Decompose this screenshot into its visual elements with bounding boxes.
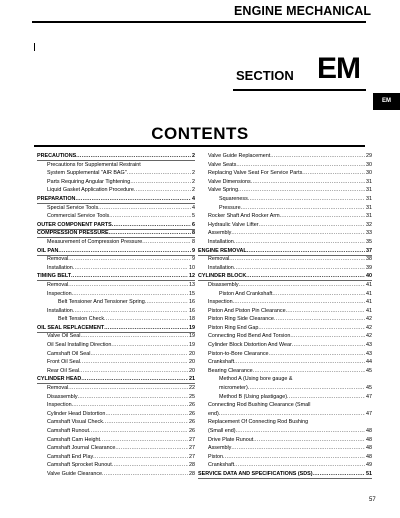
toc-entry	[198, 298, 372, 307]
toc-entry	[198, 324, 372, 333]
toc-entry	[198, 272, 372, 281]
toc-entry-label: Valve Spring	[208, 187, 239, 194]
toc-leader-dots	[258, 324, 365, 333]
toc-entry	[198, 341, 372, 350]
toc-entry	[198, 358, 372, 367]
toc-entry	[37, 436, 195, 445]
toc-entry	[198, 410, 372, 419]
toc-entry-page: 6	[192, 221, 195, 228]
toc-entry-page: 37	[366, 247, 372, 254]
toc-entry-label: Squareness	[219, 195, 248, 202]
toc-entry	[198, 315, 372, 324]
toc-entry	[37, 247, 195, 256]
toc-entry-page: 19	[189, 333, 195, 340]
toc-entry-page: 8	[192, 230, 195, 237]
toc-entry-label: OIL SEAL REPLACEMENT	[37, 324, 105, 331]
toc-entry-label: Piston-to-Bore Clearance	[208, 350, 269, 357]
manual-section-title: ENGINE MECHANICAL	[234, 4, 372, 18]
toc-leader-dots	[103, 418, 188, 427]
toc-entry	[37, 384, 195, 393]
toc-entry-page: 13	[189, 281, 195, 288]
toc-leader-dots	[241, 204, 365, 213]
toc-entry	[37, 281, 195, 290]
toc-entry-page: 42	[366, 316, 372, 323]
toc-leader-dots	[145, 298, 188, 307]
toc-entry-label: Camshaft Sprocket Runout	[47, 462, 112, 469]
toc-entry-label: OUTER COMPONENT PARTS	[37, 221, 112, 228]
toc-entry	[198, 195, 372, 204]
contents-title: CONTENTS	[151, 124, 249, 143]
toc-entry-label: Inspection	[47, 290, 72, 297]
toc-entry-page: 47	[366, 393, 372, 400]
toc-entry-label: Precautions for Supplemental Restraint	[47, 161, 141, 168]
toc-entry-label: Valve Oil Seal	[47, 333, 81, 340]
section-index-tab: EM	[373, 93, 400, 110]
toc-entry-page: 9	[192, 256, 195, 263]
toc-entry-label: Connecting Rod Bushing Clearance (Small	[208, 402, 311, 409]
toc-entry	[198, 470, 372, 479]
toc-entry-label: Parts Requiring Angular Tightening	[47, 178, 131, 185]
toc-entry-page: 29	[366, 153, 372, 159]
toc-entry	[37, 307, 195, 316]
toc-leader-dots	[238, 186, 365, 195]
toc-leader-dots	[234, 461, 365, 470]
toc-leader-dots	[78, 393, 188, 402]
toc-entry	[198, 384, 372, 393]
toc-entry	[198, 332, 372, 341]
toc-leader-dots	[248, 384, 365, 393]
toc-leader-dots	[233, 298, 365, 307]
page-number: 57	[369, 497, 376, 503]
toc-entry-page: 51	[366, 470, 372, 477]
toc-leader-dots	[253, 367, 365, 376]
toc-entry-page: 26	[189, 419, 195, 426]
toc-entry-page: 40	[366, 273, 372, 280]
toc-leader-dots	[134, 186, 191, 195]
toc-entry-page: 38	[366, 256, 372, 263]
toc-entry-label: SERVICE DATA AND SPECIFICATIONS (SDS)	[198, 470, 313, 477]
toc-entry-page: 31	[366, 195, 372, 202]
toc-entry	[198, 178, 372, 187]
toc-entry	[198, 229, 372, 238]
toc-entry-page: 26	[189, 428, 195, 434]
toc-entry-label: Camshaft Visual Check	[47, 419, 103, 426]
toc-entry-label: Camshaft End Play	[47, 453, 94, 460]
toc-entry-page: 43	[366, 350, 372, 357]
toc-entry-label: Removal	[47, 281, 69, 288]
toc-entry-label: OIL PAN	[37, 247, 59, 254]
toc-entry-label: micrometer)	[219, 385, 248, 392]
toc-entry-label: Piston And Crankshaft	[219, 290, 273, 297]
toc-entry	[37, 298, 195, 307]
toc-entry-page: 4	[192, 204, 195, 211]
toc-entry-page: 48	[366, 453, 372, 460]
toc-entry	[198, 418, 372, 427]
toc-entry-page: 41	[366, 290, 372, 297]
toc-leader-dots	[253, 436, 365, 445]
toc-entry-page: 44	[366, 359, 372, 366]
toc-leader-dots	[290, 332, 365, 341]
toc-entry-page: 31	[366, 204, 372, 211]
toc-entry-page: 41	[366, 281, 372, 288]
toc-entry-label: Hydraulic Valve Lifter	[208, 221, 259, 228]
toc-leader-dots	[127, 169, 191, 178]
toc-entry-label: Pressure	[219, 204, 241, 211]
toc-entry	[37, 341, 195, 350]
toc-entry-page: 47	[366, 410, 372, 417]
toc-entry-label: Belt Tension Check	[58, 316, 105, 323]
toc-entry	[198, 204, 372, 213]
toc-entry	[198, 247, 372, 256]
toc-leader-dots	[223, 453, 365, 462]
toc-entry-label: CYLINDER HEAD	[37, 376, 82, 383]
toc-entry-page: 19	[189, 324, 195, 331]
toc-entry	[198, 255, 372, 264]
toc-entry-page: 39	[366, 264, 372, 271]
section-heading	[233, 54, 363, 88]
toc-entry-page: 2	[192, 153, 195, 159]
toc-leader-dots	[111, 341, 188, 350]
toc-entry	[37, 229, 195, 238]
toc-entry-label: CYLINDER BLOCK	[198, 273, 247, 280]
toc-entry-page: 15	[189, 290, 195, 297]
toc-entry	[198, 221, 372, 230]
toc-leader-dots	[286, 307, 365, 316]
toc-entry	[198, 169, 372, 178]
toc-entry-label: Piston And Piston Pin Clearance	[208, 307, 286, 314]
toc-leader-dots	[89, 427, 188, 436]
toc-entry-label: Camshaft Runout	[47, 428, 89, 434]
toc-entry-page: 25	[189, 393, 195, 400]
toc-entry-label: Piston	[208, 453, 223, 460]
toc-entry-page: 16	[189, 299, 195, 306]
toc-entry	[198, 212, 372, 221]
toc-entry	[37, 272, 195, 281]
toc-entry-label: Measurement of Compression Pressure	[47, 238, 143, 245]
toc-leader-dots	[115, 444, 188, 453]
toc-entry	[37, 264, 195, 273]
toc-entry-label: Replacement Of Connecting Rod Bushing	[208, 419, 309, 426]
toc-entry	[37, 169, 195, 178]
toc-entry-page: 8	[192, 238, 195, 245]
toc-entry	[198, 186, 372, 195]
toc-entry-label: Replacing Valve Seat For Service Parts	[208, 170, 303, 177]
toc-entry-label: Crankshaft	[208, 462, 235, 469]
toc-entry-page: 19	[189, 342, 195, 349]
toc-leader-dots	[80, 332, 188, 341]
toc-entry	[198, 427, 372, 436]
toc-entry	[198, 367, 372, 376]
toc-entry-page: 20	[189, 350, 195, 357]
toc-leader-dots	[270, 152, 365, 161]
toc-entry	[198, 401, 372, 410]
toc-entry-label: Removal	[47, 385, 69, 392]
toc-leader-dots	[73, 264, 188, 273]
toc-leader-dots	[292, 341, 365, 350]
toc-entry	[37, 418, 195, 427]
toc-entry-page: 48	[366, 445, 372, 452]
toc-entry-page: 4	[192, 195, 195, 202]
toc-entry-page: 41	[366, 307, 372, 314]
toc-leader-dots	[105, 410, 188, 419]
toc-entry-page: 31	[366, 213, 372, 220]
toc-leader-dots	[229, 255, 365, 264]
toc-right-column	[198, 152, 372, 479]
toc-entry-label: Drive Plate Runout	[208, 436, 254, 443]
toc-entry-page: 31	[366, 178, 372, 185]
toc-entry	[37, 290, 195, 299]
toc-leader-dots	[142, 238, 191, 247]
toc-leader-dots	[68, 384, 188, 393]
toc-entry	[37, 255, 195, 264]
toc-entry-label: Inspection	[47, 402, 72, 409]
toc-entry	[37, 212, 195, 221]
toc-entry-label: Liquid Gasket Application Procedure	[47, 187, 134, 194]
toc-entry-page: 10	[189, 264, 195, 271]
toc-entry-page: 2	[192, 187, 195, 194]
toc-entry	[37, 393, 195, 402]
toc-entry	[198, 290, 372, 299]
toc-entry-label: Removal	[208, 256, 230, 263]
toc-entry-label: Rocker Shaft And Rocker Arm	[208, 213, 280, 220]
toc-entry	[37, 375, 195, 384]
toc-entry-label: Assembly	[208, 445, 232, 452]
toc-leader-dots	[272, 290, 365, 299]
toc-entry	[198, 350, 372, 359]
toc-entry-page: 42	[366, 324, 372, 331]
toc-leader-dots	[231, 229, 365, 238]
toc-entry-page: 12	[189, 273, 195, 280]
toc-entry-label: Valve Guide Replacement	[208, 153, 271, 159]
toc-entry-page: 5	[192, 213, 195, 220]
toc-entry-page: 28	[189, 470, 195, 477]
toc-entry-page: 31	[366, 187, 372, 194]
toc-entry-label: Commercial Service Tools	[47, 213, 110, 220]
toc-entry	[198, 444, 372, 453]
toc-leader-dots	[251, 178, 365, 187]
toc-entry-page: 16	[189, 307, 195, 314]
toc-entry-label: Valve Dimensions	[208, 178, 251, 185]
toc-entry-page: 30	[366, 170, 372, 177]
toc-leader-dots	[231, 444, 365, 453]
toc-entry-label: Front Oil Seal	[47, 359, 80, 366]
toc-entry-page: 2	[192, 178, 195, 185]
toc-entry	[37, 444, 195, 453]
toc-entry-label: Disassembly	[47, 393, 78, 400]
toc-entry-label: Cylinder Head Distortion	[47, 410, 106, 417]
toc-entry	[37, 367, 195, 376]
toc-leader-dots	[234, 264, 365, 273]
toc-entry	[198, 264, 372, 273]
toc-entry-label: PREPARATION	[37, 195, 76, 202]
toc-leader-dots	[269, 350, 365, 359]
toc-entry	[37, 161, 195, 170]
toc-leader-dots	[98, 204, 191, 213]
toc-leader-dots	[73, 307, 188, 316]
toc-entry-label: Method B (Using plastigage)	[219, 393, 288, 400]
toc-leader-dots	[287, 393, 365, 402]
toc-entry-page: 26	[189, 410, 195, 417]
toc-entry-label: Bearing Clearance	[208, 367, 253, 374]
toc-entry	[37, 470, 195, 479]
toc-entry-label: (Small end)	[208, 428, 236, 434]
toc-entry-page: 26	[189, 402, 195, 409]
toc-entry-page: 20	[189, 367, 195, 374]
toc-leader-dots	[68, 255, 191, 264]
toc-leader-dots	[79, 367, 188, 376]
toc-entry	[37, 332, 195, 341]
toc-entry	[37, 350, 195, 359]
toc-entry-label: PRECAUTIONS	[37, 153, 77, 159]
toc-leader-dots	[80, 358, 188, 367]
toc-entry-label: Inspection	[208, 299, 233, 306]
toc-entry	[37, 315, 195, 324]
toc-entry-page: 45	[366, 385, 372, 392]
toc-entry-label: Cylinder Block Distortion And Wear	[208, 342, 292, 349]
toc-leader-dots	[109, 212, 191, 221]
toc-entry-label: Installation	[47, 307, 73, 314]
toc-entry	[37, 427, 195, 436]
toc-entry	[198, 281, 372, 290]
toc-leader-dots	[104, 315, 188, 324]
toc-entry-page: 21	[189, 376, 195, 383]
section-underline	[198, 478, 372, 479]
toc-entry	[37, 401, 195, 410]
toc-entry-page: 2	[192, 170, 195, 177]
toc-entry-label: Piston Ring Side Clearance	[208, 316, 274, 323]
toc-leader-dots	[112, 461, 188, 470]
toc-entry-page: 48	[366, 428, 372, 434]
toc-entry-label: Assembly	[208, 230, 232, 237]
toc-leader-dots	[259, 221, 365, 230]
toc-entry-page: 27	[189, 436, 195, 443]
toc-entry	[37, 238, 195, 247]
toc-entry-page: 45	[366, 367, 372, 374]
section-rule	[233, 89, 366, 91]
toc-entry	[198, 307, 372, 316]
toc-leader-dots	[239, 281, 365, 290]
toc-entry-label: Camshaft Cam Height	[47, 436, 101, 443]
toc-leader-dots	[274, 315, 365, 324]
toc-leader-dots	[72, 401, 188, 410]
toc-leader-dots	[234, 238, 365, 247]
corner-mark	[34, 43, 35, 51]
toc-entry	[198, 461, 372, 470]
toc-leader-dots	[90, 350, 188, 359]
toc-entry	[37, 152, 195, 161]
toc-entry-page: 32	[366, 221, 372, 228]
toc-entry	[37, 358, 195, 367]
toc-leader-dots	[248, 195, 365, 204]
toc-entry-label: Disassembly	[208, 281, 239, 288]
toc-entry-page: 30	[366, 161, 372, 168]
toc-entry	[37, 221, 195, 230]
toc-entry-label: Installation	[208, 238, 234, 245]
toc-entry-label: Method A (Using bore gauge &	[219, 376, 293, 383]
toc-entry	[37, 324, 195, 333]
toc-entry	[198, 453, 372, 462]
toc-entry-label: Special Service Tools	[47, 204, 99, 211]
toc-entry-label: Crankshaft	[208, 359, 235, 366]
toc-leader-dots	[72, 290, 188, 299]
toc-entry-label: Installation	[208, 264, 234, 271]
toc-entry-label: Camshaft Journal Clearance	[47, 445, 116, 452]
toc-leader-dots	[219, 410, 365, 419]
toc-entry-label: Installation	[47, 264, 73, 271]
toc-entry	[37, 195, 195, 204]
toc-leader-dots	[280, 212, 365, 221]
toc-entry-label: Piston Ring End Gap	[208, 324, 259, 331]
toc-leader-dots	[236, 427, 365, 436]
toc-entry-label: System Supplemental "AIR BAG"	[47, 170, 127, 177]
section-code: EM	[317, 52, 360, 85]
toc-entry	[37, 186, 195, 195]
toc-entry-page: 28	[189, 462, 195, 469]
toc-entry-page: 33	[366, 230, 372, 237]
toc-entry-label: Connecting Rod Bend And Torsion	[208, 333, 291, 340]
toc-entry-label: Rear Oil Seal	[47, 367, 80, 374]
header-rule	[32, 21, 366, 23]
toc-entry-label: ENGINE REMOVAL	[198, 247, 247, 254]
toc-entry-label: Valve Seats	[208, 161, 237, 168]
toc-entry-page: 9	[192, 247, 195, 254]
toc-leader-dots	[302, 169, 365, 178]
toc-entry-page: 42	[366, 333, 372, 340]
toc-left-column	[37, 152, 195, 479]
toc-leader-dots	[236, 161, 365, 170]
toc-entry-label: Oil Seal Installing Direction	[47, 342, 112, 349]
toc-entry	[198, 393, 372, 402]
toc-entry-label: Camshaft Oil Seal	[47, 350, 91, 357]
toc-entry-page: 22	[189, 385, 195, 392]
toc-entry	[37, 461, 195, 470]
section-word: SECTION	[236, 68, 294, 83]
toc-entry-label: end)	[208, 410, 219, 417]
toc-entry-label: Valve Guide Clearance	[47, 470, 103, 477]
toc-entry-page: 41	[366, 299, 372, 306]
toc-entry-label: TIMING BELT	[37, 273, 72, 280]
toc-entry	[198, 436, 372, 445]
toc-entry-label: Removal	[47, 256, 69, 263]
toc-entry	[198, 161, 372, 170]
toc-entry-page: 48	[366, 436, 372, 443]
toc-entry-page: 27	[189, 453, 195, 460]
toc-leader-dots	[130, 178, 191, 187]
toc-entry-label: COMPRESSION PRESSURE	[37, 230, 109, 237]
toc-entry-label: Belt Tensioner And Tensioner Spring	[58, 299, 145, 306]
toc-entry	[37, 178, 195, 187]
toc-entry	[37, 410, 195, 419]
toc-entry	[37, 453, 195, 462]
toc-entry	[198, 238, 372, 247]
toc-entry	[198, 152, 372, 161]
toc-entry	[198, 375, 372, 384]
toc-entry-page: 49	[366, 462, 372, 469]
toc-leader-dots	[102, 470, 188, 479]
toc-entry-page: 35	[366, 238, 372, 245]
toc-entry-page: 43	[366, 342, 372, 349]
toc-leader-dots	[100, 436, 188, 445]
toc-entry-page: 27	[189, 445, 195, 452]
toc-leader-dots	[93, 453, 188, 462]
toc-entry-page: 18	[189, 316, 195, 323]
toc-entry-page: 20	[189, 359, 195, 366]
toc-leader-dots	[68, 281, 188, 290]
toc-leader-dots	[234, 358, 365, 367]
contents-rule	[34, 145, 365, 147]
toc-entry	[37, 204, 195, 213]
